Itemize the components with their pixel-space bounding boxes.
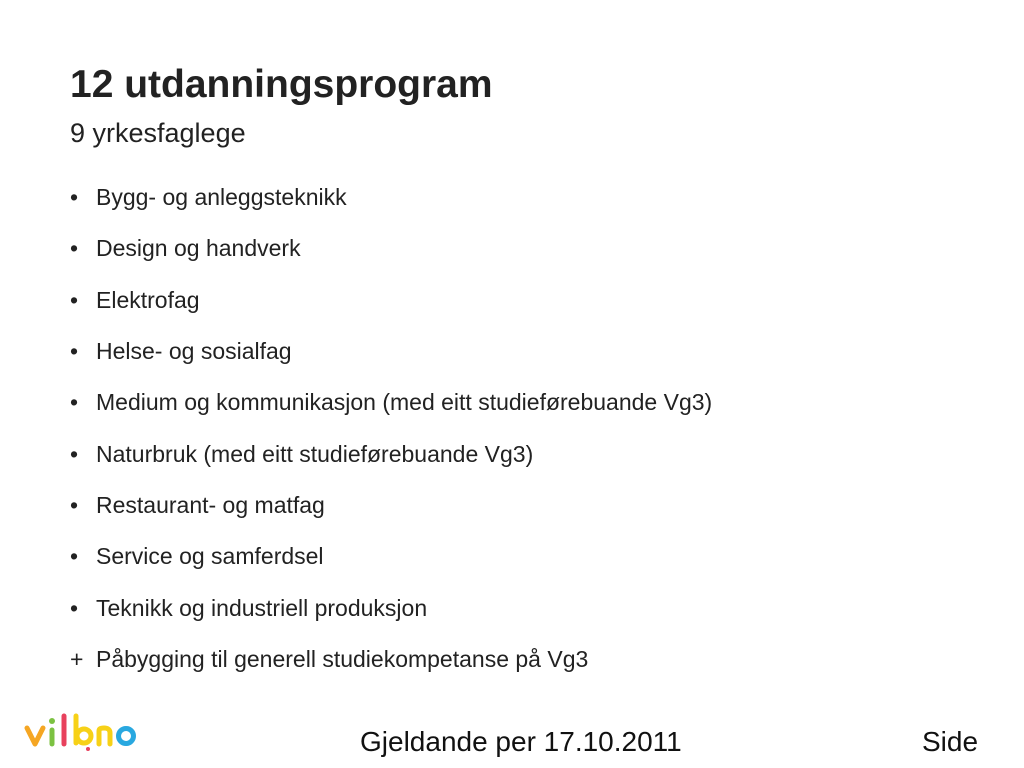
list-item — [70, 428, 970, 479]
bullet-marker: • — [70, 338, 79, 365]
bullet-marker: • — [70, 543, 79, 570]
list-item — [70, 172, 970, 223]
bullet-marker: • — [70, 594, 79, 621]
list-item-text: Påbygging til generell studiekompetanse på Vg3 — [96, 645, 589, 672]
bullet-marker: • — [70, 491, 79, 518]
bullet-marker: • — [70, 389, 79, 416]
list-item — [70, 634, 970, 685]
list-item-text: Helse- og sosialfag — [96, 338, 292, 365]
list-item — [70, 480, 970, 531]
slide-subtitle: 9 yrkesfaglege — [70, 118, 246, 148]
list-item-text: Naturbruk (med eitt studieførebuande Vg3) — [96, 440, 534, 467]
list-item-text: Teknikk og industriell produksjon — [96, 594, 428, 621]
list-item-text: Service og samferdsel — [96, 543, 324, 570]
list-item-text: Bygg- og anleggsteknikk — [96, 184, 347, 211]
bullet-marker: • — [70, 184, 79, 211]
list-item — [70, 275, 970, 326]
vilbo-logo-icon — [24, 712, 140, 752]
list-item — [70, 531, 970, 582]
vilbo-logo-graphic — [24, 712, 140, 752]
bullet-marker: • — [70, 235, 79, 262]
list-item-text: Design og handverk — [96, 235, 301, 262]
list-item — [70, 582, 970, 633]
bullet-marker: • — [70, 286, 79, 313]
list-item — [70, 223, 970, 274]
list-item-text: Restaurant- og matfag — [96, 491, 325, 518]
list-item — [70, 326, 970, 377]
footer-date: Gjeldande per 17.10.2011 — [360, 726, 682, 757]
list-item-text: Elektrofag — [96, 286, 200, 313]
program-list — [70, 172, 970, 685]
footer-page-label: Side — [922, 726, 979, 757]
list-item-text: Medium og kommunikasjon (med eitt studieførebuande Vg3) — [96, 389, 713, 416]
bullet-marker: • — [70, 440, 79, 467]
slide-title: 12 utdanningsprogram — [70, 63, 493, 106]
list-item — [70, 377, 970, 428]
plus-marker: + — [70, 645, 84, 672]
